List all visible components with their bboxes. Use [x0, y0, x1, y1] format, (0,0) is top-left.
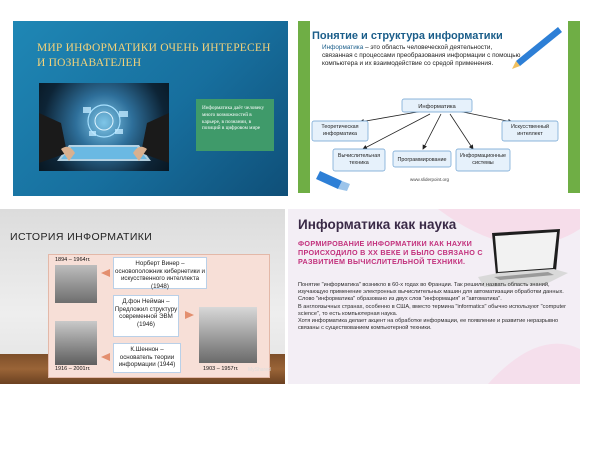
slide1-note: Информатика даёт человеку много возможностей в карьере, в познании, в позиций в цифровом мире [196, 99, 274, 151]
watermark: MyShared [248, 367, 271, 373]
slide-informatics-structure [298, 21, 580, 193]
slide2-title: Понятие и структура информатики [312, 30, 503, 42]
shannon-years: 1916 – 2001гг. [55, 366, 91, 372]
neumann-years: 1903 – 1957гг. [203, 366, 239, 372]
slide-informatics-world [13, 21, 288, 196]
slide4-paragraph-3: Хотя информатика делает акцент на обработке информации, ее появление и развитие неразрывно связаны с существованием компьютерной техники. [298, 318, 559, 332]
source-url: www.sliderpoint.org [410, 177, 450, 182]
slide-informatics-science [288, 209, 580, 384]
slide-informatics-history [0, 209, 285, 384]
arrow-shannon [101, 353, 110, 361]
definition-term: Информатика [322, 44, 364, 51]
wiener-years: 1894 – 1964гг. [55, 257, 91, 263]
slide3-title: ИСТОРИЯ ИНФОРМАТИКИ [10, 231, 153, 243]
arrow-wiener [101, 269, 110, 277]
node-ai-label: Искусственный интеллект [510, 124, 550, 137]
definition-text: – это область человеческой деятельности, связанная с процессами преобразования информации с помощью компьютера и их взаимодействие со средой применения. [322, 44, 521, 68]
wiener-box: Норберт Винер – основоположник кибернетики и искусственного интеллекта (1948) [113, 257, 207, 289]
tablet-graphic [39, 83, 169, 171]
slide4-title: Информатика как наука [298, 217, 457, 232]
history-panel [48, 254, 270, 378]
node-computing-label: Вычислительная техника [337, 153, 381, 166]
slide4-subtitle: ФОРМИРОВАНИЕ ИНФОРМАТИКИ КАК НАУКИ ПРОИСХОДИЛО В XX ВЕКЕ И БЫЛО СВЯЗАНО С РАЗВИТИЕМ ВЫЧИСЛИТЕЛЬНОЙ ТЕХНИКИ. [298, 239, 483, 266]
node-informatics-label: Информатика [418, 104, 456, 110]
laptop-icon [474, 227, 570, 289]
slide1-title: МИР ИНФОРМАТИКИ ОЧЕНЬ ИНТЕРЕСЕН И ПОЗНАВАТЕЛЕН [37, 42, 271, 69]
structure-diagram [298, 21, 580, 193]
slide4-paragraph-1: Понятие "информатика" возникло в 60-х годах во Франции. Так решили назвать область знаний, изучающую применение электронных вычислительных машин для автоматизации обработки данных. Слово "информатика" образовано из двух слов "информация" и "автоматика". [298, 282, 564, 303]
usb-drive-icon [316, 171, 350, 191]
wiener-portrait [55, 265, 97, 303]
shannon-portrait [55, 321, 97, 365]
neumann-box: Д.фон Нейман – Предложил структуру современной ЭВМ (1946) [113, 295, 179, 337]
tablet-hands-photo [39, 83, 169, 171]
pen-icon [512, 27, 562, 69]
slide4-paragraph-2: В англоязычных странах, особенно в США, вместо термина "informatics" обычно используют "computer science", то есть компьютерная наука. [298, 303, 566, 317]
slide4-body [298, 282, 572, 332]
neumann-portrait [199, 307, 257, 363]
arrow-neumann [185, 311, 194, 319]
node-programming-label: Программирование [397, 157, 447, 163]
node-systems-label: Информационные системы [460, 153, 506, 166]
shannon-box: К.Шеннон – основатель теории информации (1944) [113, 343, 181, 373]
node-theoretical-label: Теоретическая информатика [321, 124, 359, 137]
